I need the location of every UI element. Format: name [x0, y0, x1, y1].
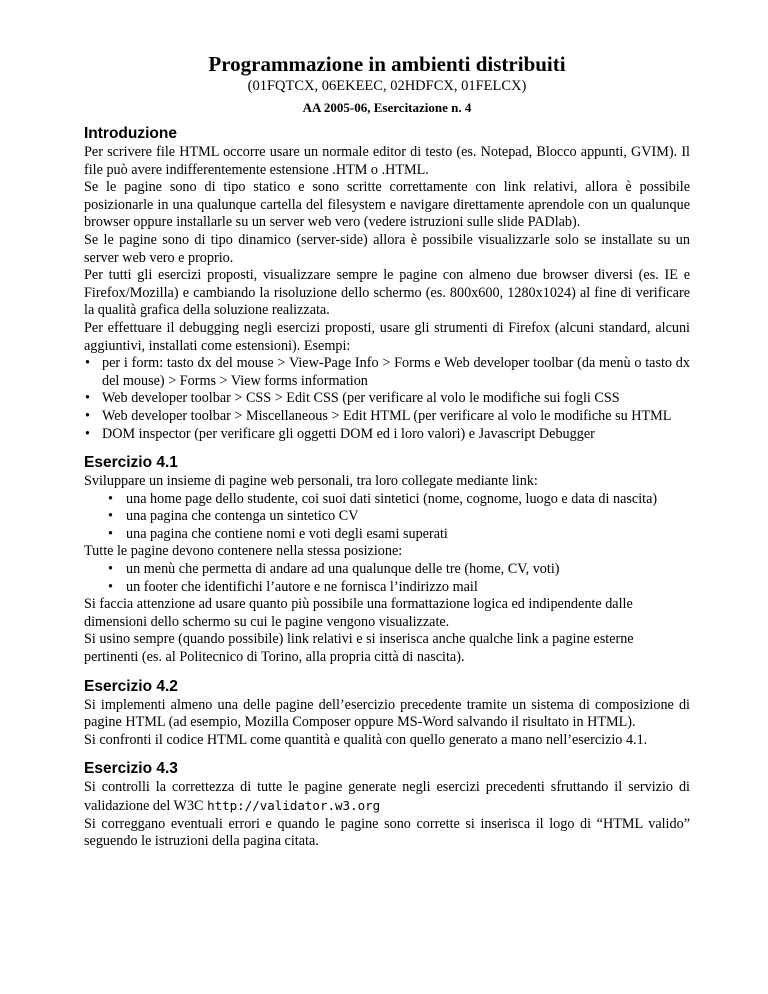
academic-year: AA 2005-06, Esercitazione n. 4: [302, 100, 472, 115]
intro-paragraph: Per scrivere file HTML occorre usare un normale editor di testo (es. Notepad, Blocco appunti, GVIM). Il file può avere indifferentemente estensione .HTM o .HTML.: [84, 144, 690, 178]
list-item: • DOM inspector (per verificare gli oggetti DOM ed i loro valori) e Javascript Debugger: [84, 426, 690, 444]
section-esercizio-4-1: [84, 453, 690, 667]
course-codes: (01FQTCX, 06EKEEC, 02HDFCX, 01FELCX): [247, 78, 527, 94]
section-introduzione: [84, 124, 690, 443]
pages-list: [84, 491, 690, 544]
es41-paragraph: Si faccia attenzione ad usare quanto più possibile una formattazione logica ed indipendente dalle dimensioni dello schermo su cui le pagine vengono visualizzate.: [84, 596, 633, 630]
heading-esercizio-4-1: Esercizio 4.1: [84, 454, 178, 472]
es42-paragraph: Si implementi almeno una delle pagine dell’esercizio precedente tramite un sistema di composizione di pagine HTML (ad esempio, Mozilla Composer oppure MS-Word salvando il risultato in HTML).: [84, 696, 690, 731]
es43-paragraph: [84, 779, 690, 815]
section-esercizio-4-3: [84, 759, 690, 850]
list-item: • Web developer toolbar > Miscellaneous > Edit HTML (per verificare al volo le modifiche su HTML: [84, 408, 690, 426]
document-title: Programmazione in ambienti distribuiti: [208, 52, 566, 76]
es41-intro: Sviluppare un insieme di pagine web personali, tra loro collegate mediante link:: [84, 473, 538, 490]
debug-tools-list: [84, 355, 690, 443]
list-item: • un footer che identifichi l’autore e ne fornisca l’indirizzo mail: [84, 579, 690, 597]
es42-paragraph: Si confronti il codice HTML come quantità e qualità con quello generato a mano nell’esercizio 4.1.: [84, 731, 648, 748]
validator-url: http://validator.w3.org: [207, 798, 381, 813]
document-page: [84, 52, 690, 851]
common-elements-list: [84, 561, 690, 596]
intro-paragraph: Se le pagine sono di tipo statico e sono scritte correttamente con link relativi, allora è possibile posizionarle in una qualunque cartella del filesystem e navigare direttamente aprendole con un qualunque browser oppure installarle su un server web vero (vedere istruzioni sulle slide PADlab).: [84, 179, 690, 231]
es43-paragraph: Si correggano eventuali errori e quando le pagine sono corrette si inserisca il logo di “HTML valido” seguendo le istruzioni della pagina citata.: [84, 815, 690, 850]
intro-paragraph: Per tutti gli esercizi proposti, visualizzare sempre le pagine con almeno due browser diversi (es. IE e Firefox/Mozilla) e cambiando la risoluzione dello schermo (es. 800x600, 1280x1024) al fine di verificare la qualità grafica della soluzione realizzata.: [84, 267, 690, 319]
list-item: • per i form: tasto dx del mouse > View-Page Info > Forms e Web developer toolbar (da menù o tasto dx del mouse) > Forms > View forms information: [84, 355, 690, 390]
list-item: • un menù che permetta di andare ad una qualunque delle tre (home, CV, voti): [84, 561, 690, 579]
list-item: • una pagina che contiene nomi e voti degli esami superati: [84, 526, 690, 544]
es43-text: Si controlli la correttezza di tutte le pagine generate negli esercizi precedenti sfruttando il servizio di validazione del W3C: [84, 779, 690, 814]
section-esercizio-4-2: [84, 677, 690, 750]
list-item: • una home page dello studente, coi suoi dati sintetici (nome, cognome, luogo e data di nascita): [84, 491, 690, 509]
heading-introduzione: Introduzione: [84, 125, 177, 142]
list-item: • Web developer toolbar > CSS > Edit CSS (per verificare al volo le modifiche sui fogli CSS: [84, 390, 690, 408]
list-item: • una pagina che contenga un sintetico CV: [84, 508, 690, 526]
es41-paragraph: Si usino sempre (quando possibile) link relativi e si inserisca anche qualche link a pagine esterne pertinenti (es. al Politecnico di Torino, alla propria città di nascita).: [84, 631, 634, 666]
es41-middle: Tutte le pagine devono contenere nella stessa posizione:: [84, 543, 403, 560]
heading-esercizio-4-3: Esercizio 4.3: [84, 760, 178, 778]
heading-esercizio-4-2: Esercizio 4.2: [84, 677, 178, 695]
intro-paragraph: Per effettuare il debugging negli esercizi proposti, usare gli strumenti di Firefox (alcuni standard, alcuni aggiuntivi, installati come estensioni). Esempi:: [84, 319, 690, 354]
intro-paragraph: Se le pagine sono di tipo dinamico (server-side) allora è possibile visualizzarle solo se installate su un server web vero e proprio.: [84, 231, 690, 266]
